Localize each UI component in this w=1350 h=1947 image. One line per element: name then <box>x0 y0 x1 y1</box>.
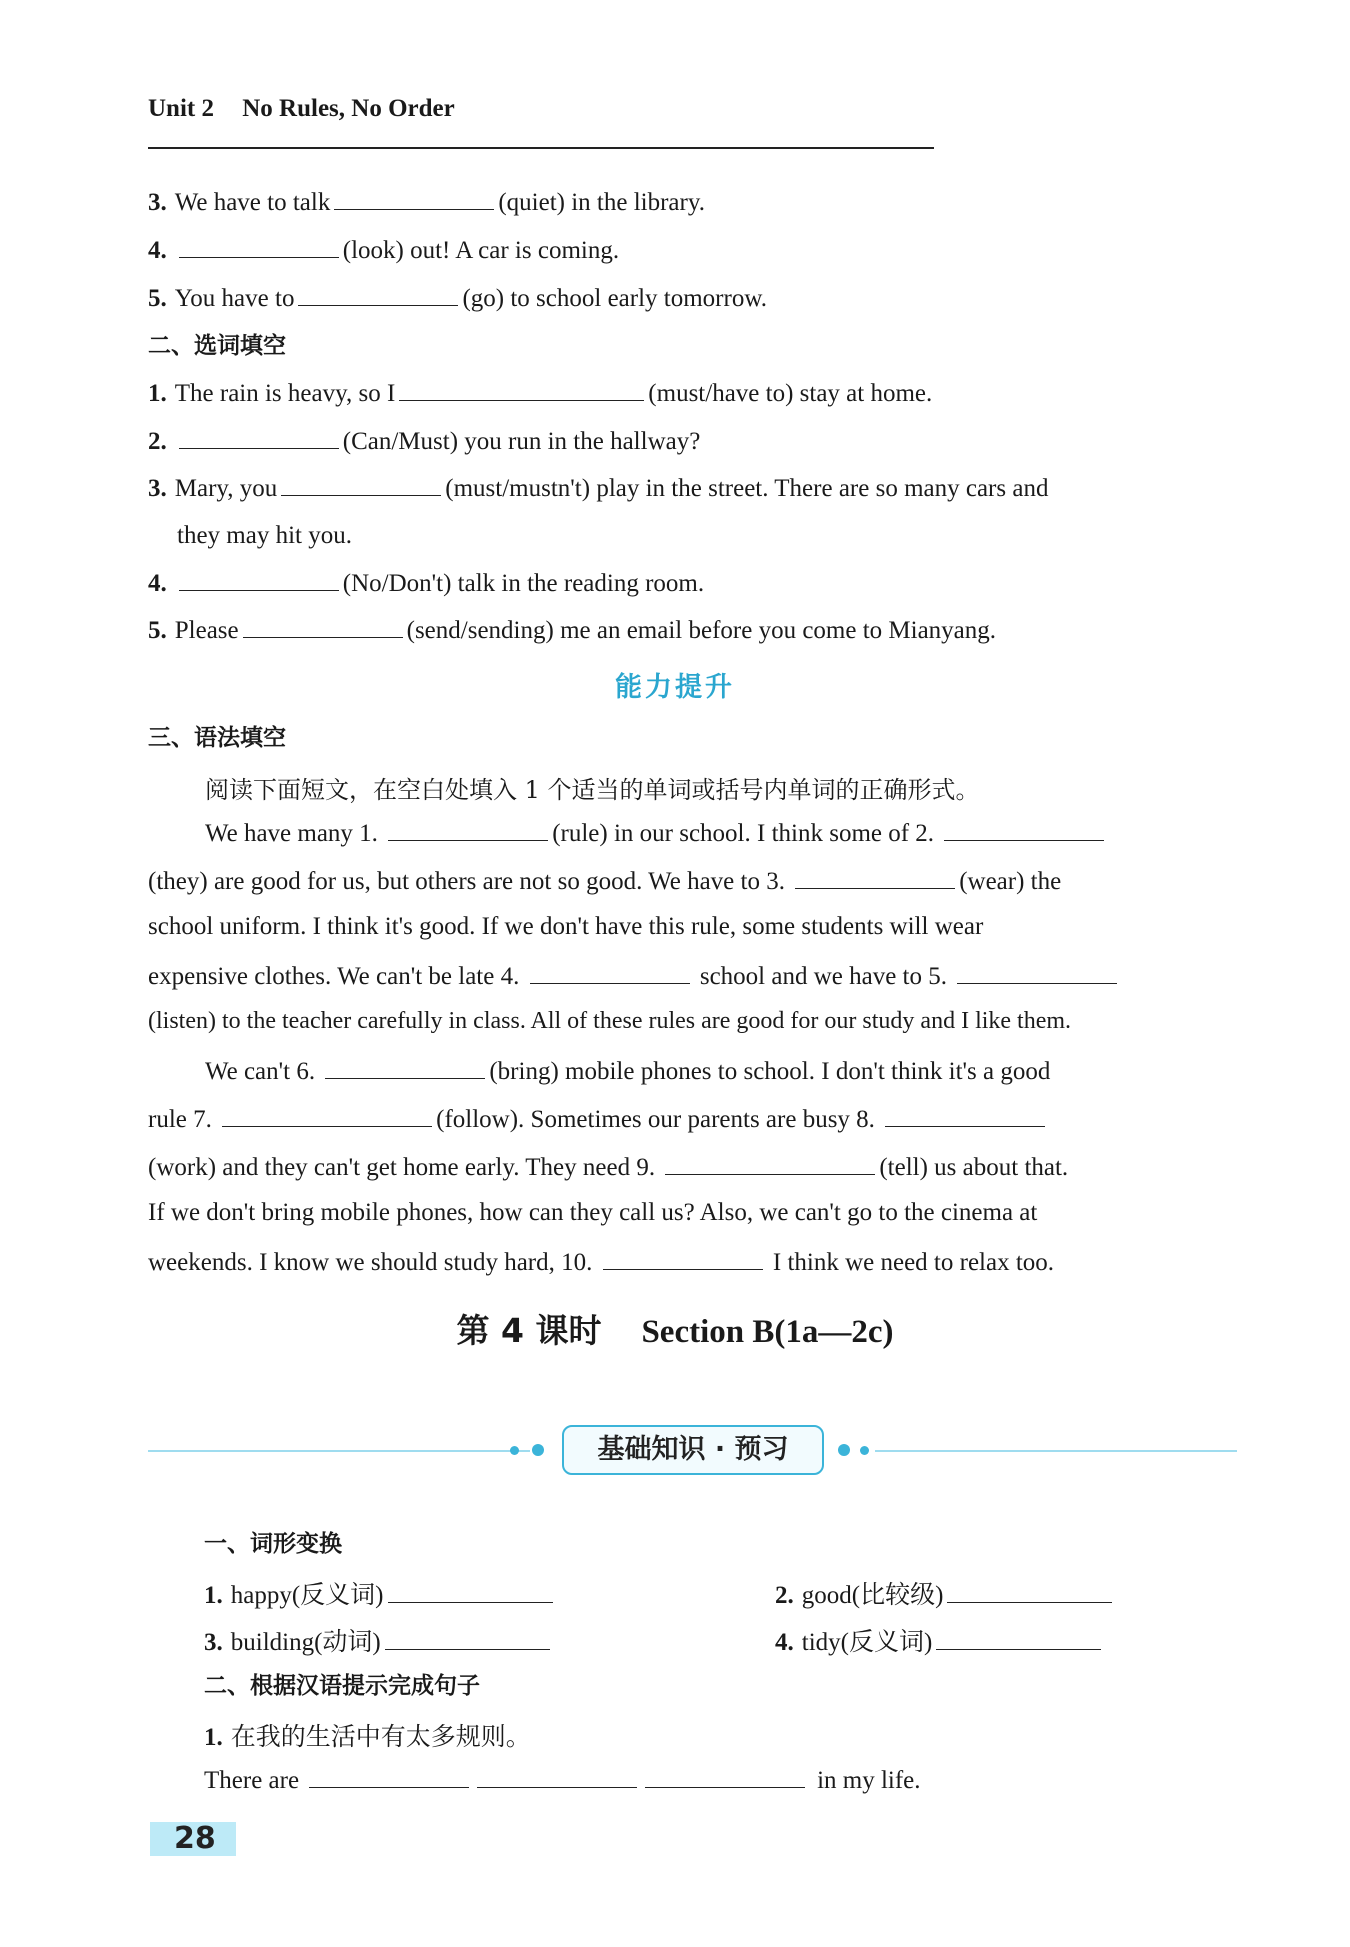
banner-dot <box>838 1444 850 1456</box>
question-text: (look) out! A car is coming. <box>342 237 620 264</box>
question-number: 3. <box>204 1629 223 1656</box>
passage-line <box>148 961 1238 991</box>
question-line <box>148 235 619 267</box>
passage-line <box>148 1152 1238 1182</box>
passage-text: (tell) us about that. <box>879 1154 1069 1181</box>
word-form-item <box>204 1575 557 1611</box>
answer-blank[interactable] <box>603 1247 763 1270</box>
question-line <box>148 615 996 647</box>
answer-blank[interactable] <box>298 283 458 306</box>
answer-blank[interactable] <box>885 1104 1045 1127</box>
answer-blank[interactable] <box>385 1627 550 1650</box>
page-number: 28 <box>150 1822 236 1856</box>
question-number: 1. <box>148 380 167 407</box>
question-text: Please <box>174 617 239 644</box>
lesson-title <box>0 1305 1350 1352</box>
passage-text: We can't 6. <box>205 1058 322 1085</box>
answer-blank[interactable] <box>665 1152 875 1175</box>
question-text: (must/have to) stay at home. <box>648 380 933 407</box>
passage-line <box>148 866 1238 896</box>
unit-title: No Rules, No Order <box>242 95 455 122</box>
question-number: 5. <box>148 285 167 312</box>
question-text: (go) to school early tomorrow. <box>462 285 768 312</box>
question-text: in my life. <box>817 1767 921 1794</box>
header-divider <box>148 147 934 149</box>
answer-blank[interactable] <box>399 378 644 401</box>
section-title: 三、语法填空 <box>148 725 286 751</box>
passage-line: If we don't bring mobile phones, how can they call us? Also, we can't go to the cinema at <box>148 1199 1038 1226</box>
question-text: You have to <box>174 285 295 312</box>
passage-text: We have many 1. <box>205 820 385 847</box>
question-text: (send/sending) me an email before you come to Mianyang. <box>406 617 997 644</box>
passage-line <box>205 818 1295 848</box>
answer-blank[interactable] <box>936 1627 1101 1650</box>
word-form-item <box>204 1622 554 1658</box>
question-number: 1. <box>204 1582 223 1609</box>
question-number: 4. <box>148 237 167 264</box>
banner-rule-left <box>148 1450 530 1452</box>
passage-text: (they) are good for us, but others are not so good. We have to 3. <box>148 868 792 895</box>
question-line <box>148 378 932 410</box>
passage-text: expensive clothes. We can't be late 4. <box>148 963 526 990</box>
question-text: (Can/Must) you run in the hallway? <box>342 428 701 455</box>
question-text: tidy(反义词) <box>801 1629 933 1656</box>
passage-line: school uniform. I think it's good. If we don't have this rule, some students will wear <box>148 913 984 940</box>
passage-line: (listen) to the teacher carefully in class. All of these rules are good for our study and I like them. <box>148 1008 1072 1034</box>
passage-line <box>148 1247 1238 1277</box>
answer-blank[interactable] <box>179 426 339 449</box>
passage-text: (wear) the <box>959 868 1062 895</box>
answer-blank[interactable] <box>947 1580 1112 1603</box>
section-title: 二、选词填空 <box>148 333 286 359</box>
unit-header <box>148 95 934 123</box>
question-number: 1. <box>204 1724 223 1751</box>
question-text: There are <box>204 1767 300 1794</box>
answer-blank[interactable] <box>957 961 1117 984</box>
section-title: 二、根据汉语提示完成句子 <box>204 1673 480 1699</box>
question-number: 3. <box>148 475 167 502</box>
passage-text: rule 7. <box>148 1106 219 1133</box>
question-line <box>148 426 700 458</box>
question-line <box>148 187 705 219</box>
banner-dot <box>860 1446 869 1455</box>
question-number: 2. <box>775 1582 794 1609</box>
question-number: 2. <box>148 428 167 455</box>
ability-heading: 能力提升 <box>615 672 735 703</box>
banner-rule-right <box>875 1450 1237 1452</box>
lesson-number: 第 4 课时 <box>456 1311 602 1350</box>
chinese-prompt: 在我的生活中有太多规则。 <box>230 1724 531 1751</box>
instruction-text: 阅读下面短文，在空白处填入 1 个适当的单词或括号内单词的正确形式。 <box>205 776 980 804</box>
passage-text: I think we need to relax too. <box>766 1249 1055 1276</box>
question-number: 5. <box>148 617 167 644</box>
section-title: 一、词形变换 <box>204 1531 342 1557</box>
passage-text: (bring) mobile phones to school. I don't think it's a good <box>489 1058 1051 1085</box>
passage-text: (rule) in our school. I think some of 2. <box>552 820 941 847</box>
question-text: happy(反义词) <box>230 1582 384 1609</box>
passage-text: (work) and they can't get home early. They need 9. <box>148 1154 662 1181</box>
banner-dot <box>510 1446 519 1455</box>
unit-label: Unit 2 <box>148 95 214 122</box>
question-line <box>148 283 767 315</box>
passage-text: (follow). Sometimes our parents are busy 8. <box>436 1106 882 1133</box>
question-text: (must/mustn't) play in the street. There are so many cars and <box>445 475 1049 502</box>
question-line <box>148 568 704 600</box>
question-text: good(比较级) <box>801 1582 944 1609</box>
answer-blank[interactable] <box>388 1580 553 1603</box>
question-text: Mary, you <box>174 475 278 502</box>
question-line <box>148 473 1048 505</box>
translation-prompt <box>204 1717 531 1753</box>
question-text: We have to talk <box>174 189 331 216</box>
passage-line <box>205 1056 1295 1086</box>
answer-blank[interactable] <box>281 473 441 496</box>
lesson-section: Section B(1a—2c) <box>641 1314 894 1350</box>
passage-text: weekends. I know we should study hard, 10. <box>148 1249 599 1276</box>
answer-blank[interactable] <box>222 1104 432 1127</box>
question-text: (quiet) in the library. <box>498 189 705 216</box>
answer-blank[interactable] <box>388 818 548 841</box>
answer-blank[interactable] <box>645 1765 805 1788</box>
answer-blank[interactable] <box>530 961 690 984</box>
answer-blank[interactable] <box>325 1056 485 1079</box>
question-continuation: they may hit you. <box>177 522 352 549</box>
answer-blank[interactable] <box>334 187 494 210</box>
question-text: The rain is heavy, so I <box>174 380 396 407</box>
question-text: building(动词) <box>230 1629 381 1656</box>
banner-dot <box>532 1444 544 1456</box>
answer-blank[interactable] <box>179 568 339 591</box>
answer-blank[interactable] <box>309 1765 469 1788</box>
translation-answer-line <box>204 1765 921 1795</box>
word-form-item <box>775 1575 1116 1611</box>
word-form-item <box>775 1622 1105 1658</box>
answer-blank[interactable] <box>795 866 955 889</box>
answer-blank[interactable] <box>179 235 339 258</box>
preview-banner: 基础知识 · 预习 <box>562 1425 824 1475</box>
question-number: 4. <box>148 570 167 597</box>
answer-blank[interactable] <box>944 818 1104 841</box>
question-number: 4. <box>775 1629 794 1656</box>
passage-text: school and we have to 5. <box>693 963 954 990</box>
answer-blank[interactable] <box>477 1765 637 1788</box>
passage-line <box>148 1104 1238 1134</box>
question-number: 3. <box>148 189 167 216</box>
answer-blank[interactable] <box>243 615 403 638</box>
question-text: (No/Don't) talk in the reading room. <box>342 570 705 597</box>
